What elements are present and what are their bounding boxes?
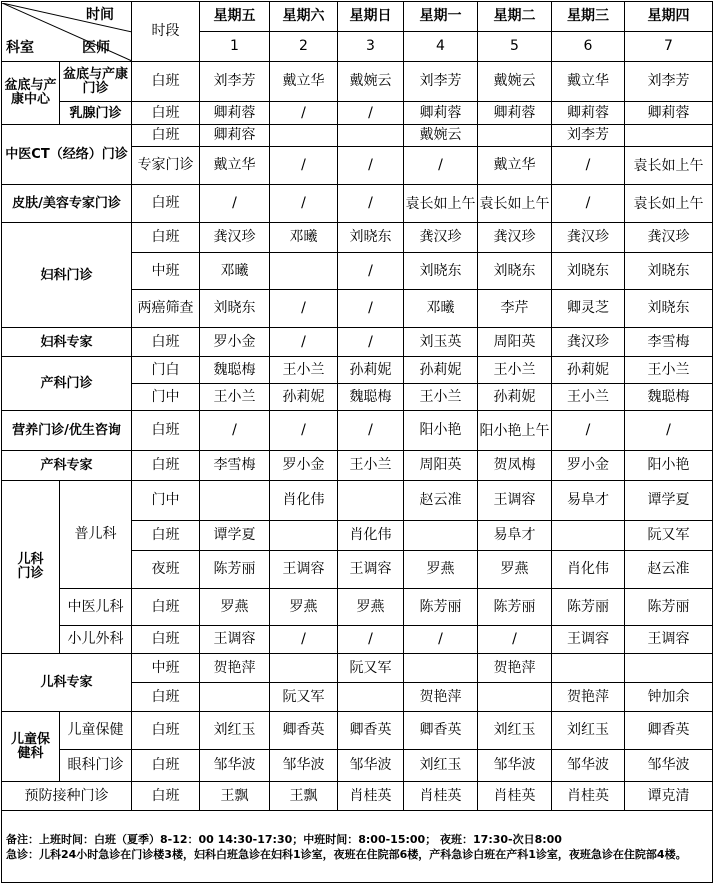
doctor-cell: 赵云准 bbox=[404, 481, 478, 521]
doctor-cell: 陈芳丽 bbox=[478, 589, 552, 626]
doctor-cell: 魏聪梅 bbox=[338, 384, 404, 411]
doctor-cell: 卿莉蓉 bbox=[478, 102, 552, 125]
slot-cell: 白班 bbox=[132, 589, 200, 626]
doctor-cell: 刘李芳 bbox=[552, 125, 625, 147]
doctor-cell: 罗小金 bbox=[552, 451, 625, 481]
doctor-cell: 刘李芳 bbox=[404, 62, 478, 102]
doctor-cell bbox=[200, 481, 270, 521]
doctor-cell: 魏聪梅 bbox=[200, 357, 270, 384]
notes-row bbox=[2, 811, 713, 883]
slot-cell: 白班 bbox=[132, 750, 200, 782]
doctor-cell: 肖化伟 bbox=[338, 521, 404, 551]
day-number: 2 bbox=[270, 32, 338, 62]
dept-cell: 营养门诊/优生咨询 bbox=[2, 411, 132, 451]
doctor-cell: 戴立华 bbox=[478, 147, 552, 185]
schedule-row bbox=[2, 782, 713, 811]
slot-cell: 白班 bbox=[132, 626, 200, 654]
doctor-cell bbox=[338, 481, 404, 521]
doctor-cell: / bbox=[338, 411, 404, 451]
schedule-row bbox=[2, 654, 713, 683]
slot-cell: 门中 bbox=[132, 384, 200, 411]
doctor-cell: 王小兰 bbox=[625, 357, 713, 384]
slot-cell: 夜班 bbox=[132, 551, 200, 589]
doctor-cell: 邓曦 bbox=[270, 223, 338, 253]
doctor-cell: 罗小金 bbox=[200, 328, 270, 357]
doctor-cell: 王小兰 bbox=[478, 357, 552, 384]
subdept-cell: 眼科门诊 bbox=[60, 750, 132, 782]
doctor-cell bbox=[270, 654, 338, 683]
doctor-cell: 刘红玉 bbox=[404, 750, 478, 782]
corner-doctor-label: 医师 bbox=[82, 39, 110, 56]
doctor-cell: / bbox=[270, 328, 338, 357]
doctor-cell: 袁长如上午 bbox=[404, 185, 478, 223]
doctor-cell: 卿莉蓉 bbox=[625, 102, 713, 125]
doctor-cell: 李雪梅 bbox=[625, 328, 713, 357]
schedule-row bbox=[2, 589, 713, 626]
doctor-cell: 刘红玉 bbox=[478, 712, 552, 750]
doctor-cell: 王飘 bbox=[200, 782, 270, 811]
doctor-cell: 龚汉珍 bbox=[625, 223, 713, 253]
doctor-cell: 罗燕 bbox=[478, 551, 552, 589]
schedule-row bbox=[2, 451, 713, 481]
day-header: 星期二 bbox=[478, 2, 552, 32]
doctor-cell bbox=[625, 125, 713, 147]
slot-cell: 白班 bbox=[132, 683, 200, 712]
schedule-row bbox=[2, 125, 713, 147]
doctor-cell: 邓曦 bbox=[200, 253, 270, 290]
doctor-cell: / bbox=[338, 102, 404, 125]
day-header: 星期一 bbox=[404, 2, 478, 32]
doctor-cell: 谭克清 bbox=[625, 782, 713, 811]
working-hours-note: 备注：上班时间：白班（夏季）8-12：00 14:30-17:30；中班时间：8:00-15:00； 夜班：17:30-次日8:00 bbox=[6, 832, 562, 846]
day-number: 1 bbox=[200, 32, 270, 62]
doctor-cell: / bbox=[200, 185, 270, 223]
doctor-cell bbox=[478, 125, 552, 147]
doctor-cell bbox=[552, 521, 625, 551]
doctor-cell: 卿香英 bbox=[404, 712, 478, 750]
day-header: 星期日 bbox=[338, 2, 404, 32]
doctor-cell: 陈芳丽 bbox=[404, 589, 478, 626]
slot-cell: 两癌筛查 bbox=[132, 290, 200, 328]
doctor-cell: 贺艳萍 bbox=[200, 654, 270, 683]
doctor-cell: 刘晓东 bbox=[552, 253, 625, 290]
slot-cell: 中班 bbox=[132, 654, 200, 683]
doctor-cell: 卿莉蓉 bbox=[200, 102, 270, 125]
doctor-cell: / bbox=[338, 147, 404, 185]
doctor-cell: / bbox=[270, 147, 338, 185]
doctor-cell bbox=[338, 683, 404, 712]
doctor-cell: 刘红玉 bbox=[552, 712, 625, 750]
subdept-cell: 乳腺门诊 bbox=[60, 102, 132, 125]
subdept-cell: 普儿科 bbox=[60, 481, 132, 589]
doctor-cell bbox=[404, 654, 478, 683]
doctor-cell: 肖桂英 bbox=[552, 782, 625, 811]
doctor-cell: 谭学夏 bbox=[200, 521, 270, 551]
doctor-cell: 陈芳丽 bbox=[552, 589, 625, 626]
doctor-cell: / bbox=[478, 626, 552, 654]
doctor-cell: 孙莉妮 bbox=[338, 357, 404, 384]
day-number: 5 bbox=[478, 32, 552, 62]
doctor-cell bbox=[625, 654, 713, 683]
schedule-row bbox=[2, 626, 713, 654]
doctor-cell: / bbox=[552, 147, 625, 185]
doctor-cell: / bbox=[270, 102, 338, 125]
slot-cell: 白班 bbox=[132, 411, 200, 451]
slot-cell: 专家门诊 bbox=[132, 147, 200, 185]
doctor-cell: / bbox=[338, 626, 404, 654]
doctor-cell: 卿莉蓉 bbox=[552, 102, 625, 125]
doctor-cell: 贺艳萍 bbox=[404, 683, 478, 712]
dept-cell: 产科专家 bbox=[2, 451, 132, 481]
doctor-cell: 王小兰 bbox=[200, 384, 270, 411]
doctor-cell: 李雪梅 bbox=[200, 451, 270, 481]
doctor-cell: 戴婉云 bbox=[404, 125, 478, 147]
subdept-cell: 儿童保健 bbox=[60, 712, 132, 750]
doctor-cell: 肖化伟 bbox=[270, 481, 338, 521]
doctor-cell: 戴立华 bbox=[270, 62, 338, 102]
dept-cell: 儿科门诊 bbox=[2, 481, 60, 654]
schedule-row bbox=[2, 328, 713, 357]
slot-cell: 白班 bbox=[132, 712, 200, 750]
doctor-cell: 肖化伟 bbox=[552, 551, 625, 589]
doctor-cell: 谭学夏 bbox=[625, 481, 713, 521]
doctor-cell: 易阜才 bbox=[552, 481, 625, 521]
day-header: 星期六 bbox=[270, 2, 338, 32]
doctor-cell: 贺凤梅 bbox=[478, 451, 552, 481]
doctor-cell: 王调容 bbox=[552, 626, 625, 654]
doctor-cell bbox=[552, 654, 625, 683]
doctor-cell: 王调容 bbox=[478, 481, 552, 521]
day-number: 3 bbox=[338, 32, 404, 62]
doctor-cell: 王调容 bbox=[338, 551, 404, 589]
doctor-cell: 卿香英 bbox=[625, 712, 713, 750]
doctor-cell: 陈芳丽 bbox=[625, 589, 713, 626]
day-number: 6 bbox=[552, 32, 625, 62]
doctor-cell bbox=[404, 521, 478, 551]
slot-cell: 白班 bbox=[132, 521, 200, 551]
doctor-cell: 邹华波 bbox=[625, 750, 713, 782]
notes-cell bbox=[2, 811, 713, 883]
day-header: 星期五 bbox=[200, 2, 270, 32]
doctor-cell: 戴婉云 bbox=[338, 62, 404, 102]
doctor-cell: / bbox=[338, 185, 404, 223]
slot-cell: 白班 bbox=[132, 125, 200, 147]
doctor-cell: 卿香英 bbox=[270, 712, 338, 750]
slot-header: 时段 bbox=[132, 2, 200, 62]
doctor-cell: 陈芳丽 bbox=[200, 551, 270, 589]
doctor-cell: 刘晓东 bbox=[338, 223, 404, 253]
doctor-cell: 罗燕 bbox=[270, 589, 338, 626]
doctor-cell: / bbox=[625, 411, 713, 451]
doctor-cell: 肖桂英 bbox=[478, 782, 552, 811]
doctor-cell: / bbox=[270, 290, 338, 328]
doctor-cell: 卿灵芝 bbox=[552, 290, 625, 328]
dept-cell: 皮肤/美容专家门诊 bbox=[2, 185, 132, 223]
doctor-cell: 易阜才 bbox=[478, 521, 552, 551]
doctor-cell: 龚汉珍 bbox=[552, 223, 625, 253]
slot-cell: 白班 bbox=[132, 328, 200, 357]
doctor-cell: 阳小艳上午 bbox=[478, 411, 552, 451]
doctor-cell: 王调容 bbox=[625, 626, 713, 654]
schedule-table bbox=[1, 1, 713, 883]
doctor-cell: 袁长如上午 bbox=[625, 185, 713, 223]
slot-cell: 白班 bbox=[132, 102, 200, 125]
doctor-cell: 戴婉云 bbox=[478, 62, 552, 102]
doctor-cell: / bbox=[338, 253, 404, 290]
doctor-cell: 李芹 bbox=[478, 290, 552, 328]
doctor-cell: / bbox=[338, 290, 404, 328]
doctor-cell: 卿香英 bbox=[338, 712, 404, 750]
doctor-cell: / bbox=[338, 328, 404, 357]
doctor-cell bbox=[478, 683, 552, 712]
day-number: 7 bbox=[625, 32, 713, 62]
dept-cell: 盆底与产康中心 bbox=[2, 62, 60, 125]
doctor-cell: 王小兰 bbox=[404, 384, 478, 411]
doctor-cell: / bbox=[552, 185, 625, 223]
doctor-cell: 肖桂英 bbox=[404, 782, 478, 811]
doctor-cell: 肖桂英 bbox=[338, 782, 404, 811]
doctor-cell: / bbox=[404, 147, 478, 185]
doctor-cell: 孙莉妮 bbox=[404, 357, 478, 384]
doctor-cell: 邓曦 bbox=[404, 290, 478, 328]
schedule-row bbox=[2, 62, 713, 102]
doctor-cell: 龚汉珍 bbox=[478, 223, 552, 253]
slot-cell: 白班 bbox=[132, 62, 200, 102]
dept-cell: 产科门诊 bbox=[2, 357, 132, 411]
doctor-cell: 阮又军 bbox=[338, 654, 404, 683]
doctor-cell: 阳小艳 bbox=[625, 451, 713, 481]
doctor-cell: 戴立华 bbox=[200, 147, 270, 185]
slot-cell: 白班 bbox=[132, 185, 200, 223]
doctor-cell: 王调容 bbox=[200, 626, 270, 654]
doctor-cell: 王飘 bbox=[270, 782, 338, 811]
doctor-cell: 戴立华 bbox=[552, 62, 625, 102]
doctor-cell: 刘李芳 bbox=[200, 62, 270, 102]
corner-header bbox=[2, 2, 132, 62]
doctor-cell: 刘李芳 bbox=[625, 62, 713, 102]
doctor-cell: / bbox=[552, 411, 625, 451]
doctor-cell: 刘晓东 bbox=[404, 253, 478, 290]
schedule-row bbox=[2, 185, 713, 223]
doctor-cell: 贺艳萍 bbox=[552, 683, 625, 712]
doctor-cell: 孙莉妮 bbox=[552, 357, 625, 384]
doctor-cell: 邹华波 bbox=[338, 750, 404, 782]
doctor-cell: 刘玉英 bbox=[404, 328, 478, 357]
doctor-cell: 龚汉珍 bbox=[200, 223, 270, 253]
slot-cell: 白班 bbox=[132, 451, 200, 481]
day-number: 4 bbox=[404, 32, 478, 62]
slot-cell: 中班 bbox=[132, 253, 200, 290]
dept-cell: 儿童保健科 bbox=[2, 712, 60, 782]
doctor-cell: 赵云准 bbox=[625, 551, 713, 589]
doctor-cell bbox=[200, 683, 270, 712]
doctor-cell: 孙莉妮 bbox=[270, 384, 338, 411]
doctor-cell: 邹华波 bbox=[200, 750, 270, 782]
day-header: 星期三 bbox=[552, 2, 625, 32]
doctor-cell: 王小兰 bbox=[552, 384, 625, 411]
doctor-cell: 王小兰 bbox=[270, 357, 338, 384]
doctor-cell: 刘红玉 bbox=[200, 712, 270, 750]
doctor-cell: 罗小金 bbox=[270, 451, 338, 481]
emergency-note: 急诊：儿科24小时急诊在门诊楼3楼，妇科白班急诊在妇科1诊室，夜班在住院部6楼，产科急诊白班在产科1诊室，夜班急诊在住院部4楼。 bbox=[6, 847, 687, 861]
dept-cell: 妇科门诊 bbox=[2, 223, 132, 328]
doctor-cell: 袁长如上午 bbox=[478, 185, 552, 223]
doctor-cell bbox=[270, 253, 338, 290]
schedule-row bbox=[2, 750, 713, 782]
doctor-cell: 罗燕 bbox=[200, 589, 270, 626]
doctor-cell: 阮又军 bbox=[270, 683, 338, 712]
subdept-cell: 小儿外科 bbox=[60, 626, 132, 654]
doctor-cell: / bbox=[270, 411, 338, 451]
doctor-cell: / bbox=[270, 185, 338, 223]
doctor-cell: 贺艳萍 bbox=[478, 654, 552, 683]
subdept-cell: 盆底与产康门诊 bbox=[60, 62, 132, 102]
doctor-cell: 阮又军 bbox=[625, 521, 713, 551]
doctor-cell: 阳小艳 bbox=[404, 411, 478, 451]
slot-cell: 门白 bbox=[132, 357, 200, 384]
doctor-cell: 龚汉珍 bbox=[404, 223, 478, 253]
doctor-cell: 罗燕 bbox=[338, 589, 404, 626]
schedule-row bbox=[2, 411, 713, 451]
day-header: 星期四 bbox=[625, 2, 713, 32]
dept-cell: 预防接种门诊 bbox=[2, 782, 132, 811]
dept-cell: 中医CT（经络）门诊 bbox=[2, 125, 132, 185]
doctor-cell: / bbox=[270, 626, 338, 654]
schedule-row bbox=[2, 223, 713, 253]
doctor-cell: / bbox=[404, 626, 478, 654]
corner-dept-label: 科室 bbox=[6, 39, 34, 56]
subdept-cell: 中医儿科 bbox=[60, 589, 132, 626]
doctor-cell: 邹华波 bbox=[270, 750, 338, 782]
corner-time-label: 时间 bbox=[86, 6, 114, 23]
doctor-cell: 罗燕 bbox=[404, 551, 478, 589]
slot-cell: 白班 bbox=[132, 223, 200, 253]
doctor-cell: 周阳英 bbox=[404, 451, 478, 481]
doctor-cell: 邹华波 bbox=[552, 750, 625, 782]
doctor-cell: 钟加余 bbox=[625, 683, 713, 712]
doctor-cell: 卿莉蓉 bbox=[404, 102, 478, 125]
dept-cell: 妇科专家 bbox=[2, 328, 132, 357]
doctor-cell: 周阳英 bbox=[478, 328, 552, 357]
doctor-cell: 卿莉容 bbox=[200, 125, 270, 147]
doctor-cell: 王小兰 bbox=[338, 451, 404, 481]
schedule-row bbox=[2, 712, 713, 750]
doctor-cell bbox=[338, 125, 404, 147]
doctor-cell: 龚汉珍 bbox=[552, 328, 625, 357]
slot-cell: 白班 bbox=[132, 782, 200, 811]
doctor-cell: 刘晓东 bbox=[625, 253, 713, 290]
schedule-row bbox=[2, 357, 713, 384]
doctor-cell: / bbox=[200, 411, 270, 451]
doctor-cell: 王调容 bbox=[270, 551, 338, 589]
doctor-cell: 孙莉妮 bbox=[478, 384, 552, 411]
schedule-row bbox=[2, 481, 713, 521]
doctor-cell bbox=[270, 125, 338, 147]
doctor-cell: 袁长如上午 bbox=[625, 147, 713, 185]
doctor-cell: 刘晓东 bbox=[200, 290, 270, 328]
doctor-cell: 魏聪梅 bbox=[625, 384, 713, 411]
doctor-cell: 邹华波 bbox=[478, 750, 552, 782]
dept-cell: 儿科专家 bbox=[2, 654, 132, 712]
doctor-cell bbox=[270, 521, 338, 551]
slot-cell: 门中 bbox=[132, 481, 200, 521]
doctor-cell: 刘晓东 bbox=[625, 290, 713, 328]
schedule-row bbox=[2, 102, 713, 125]
doctor-cell: 刘晓东 bbox=[478, 253, 552, 290]
